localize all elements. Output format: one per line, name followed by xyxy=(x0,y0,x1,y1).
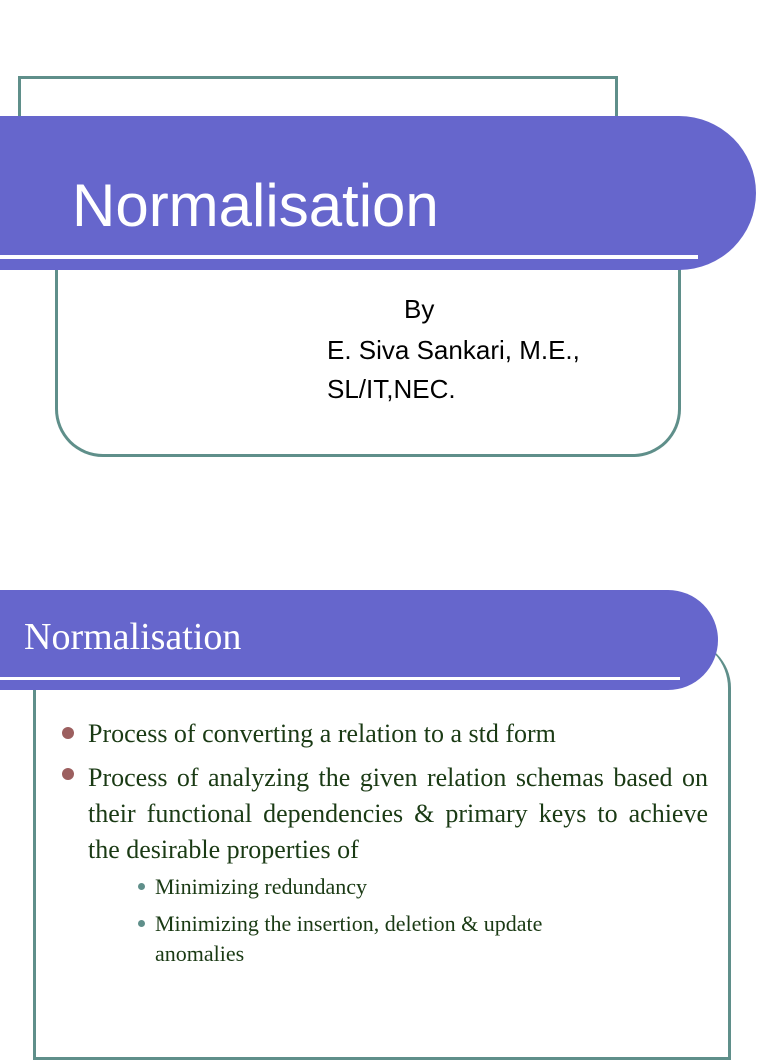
bullet-item: Process of converting a relation to a std form xyxy=(88,719,556,748)
slide-title-heading: Normalisation xyxy=(72,172,439,239)
bullet-marker xyxy=(62,727,74,739)
sub-bullet-item: Minimizing redundancy xyxy=(155,874,368,899)
sub-bullet-item: Minimizing the insertion, deletion & update anomalies xyxy=(155,911,543,966)
author-affiliation: SL/IT,NEC. xyxy=(327,374,456,404)
bullet-item: Process of analyzing the given relation schemas based on their functional dependencies & primary keys to achieve the desirable properties of xyxy=(88,763,708,864)
content-title-heading: Normalisation xyxy=(24,616,242,658)
content-title-underline xyxy=(0,677,680,680)
bullet-marker xyxy=(62,768,74,780)
sub-bullet-marker xyxy=(138,883,145,890)
by-label: By xyxy=(404,294,435,324)
sub-bullet-marker xyxy=(138,920,145,927)
title-underline xyxy=(0,255,698,259)
author-name: E. Siva Sankari, M.E., xyxy=(327,335,580,365)
